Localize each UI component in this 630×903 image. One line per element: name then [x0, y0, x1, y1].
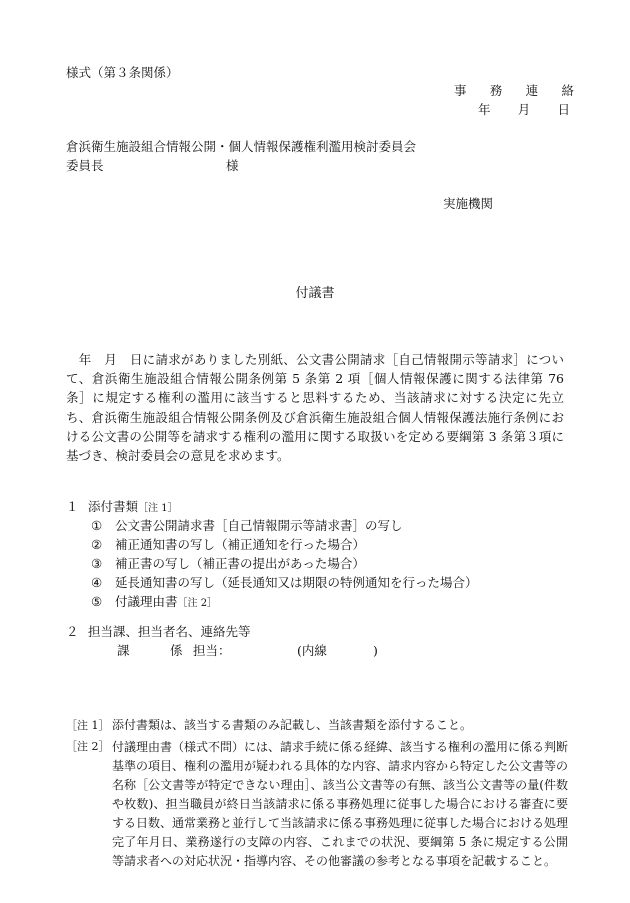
- note-tag: ［注 1］: [66, 719, 110, 732]
- note-2-text: 付議理由書（様式不問）には、請求手続に係る経緯、該当する権利の濫用に係る判断基準の項目、権利の濫用が疑われる具体的な内容、請求内容から特定した公文書等の名称［公文書等が特定できない理由］、該当公文書等の有無、該当公文書等の量(件数や枚数)、担当職員が終日当該請求に係る事務処理に従事した場合における審査に要する日数、通常業務と並行して当該請求に係る事務処理に従事した場合における処理完了年月日、業務遂行の支障の内容、これまでの状況、要綱第 5 条に規定する公開等請求者への対応状況・指導内容、その他審議の参考となる事項を記載すること。: [112, 740, 569, 868]
- section-number: ２: [66, 624, 79, 639]
- note-tag: ［注 2］: [66, 740, 110, 753]
- item-mark: ①: [91, 518, 103, 533]
- item-text: 補正通知書の写し（補正通知を行った場合）: [115, 537, 366, 552]
- list-item: [91, 573, 478, 591]
- extension-close: ): [373, 643, 378, 658]
- notice-char: 務: [489, 83, 503, 98]
- item-text: 延長通知書の写し（延長通知又は期限の特例通知を行った場合）: [115, 575, 478, 590]
- date-line: [478, 100, 570, 118]
- section-label: 担当課、担当者名、連絡先等: [88, 624, 251, 639]
- date-month: 月: [517, 102, 531, 117]
- list-item: [91, 592, 217, 610]
- section-number: １: [66, 499, 79, 514]
- section-label-kakari: 係: [170, 643, 183, 658]
- date-day: 日: [557, 102, 570, 117]
- person-label: 担当：: [193, 643, 231, 658]
- item-mark: ④: [91, 575, 103, 590]
- note-text: 添付書類は、該当する書類のみ記載し、当該書類を添付すること。: [112, 718, 473, 732]
- division-label: 課: [117, 643, 130, 658]
- note-2-tag: [66, 738, 112, 754]
- addressee-committee: 倉浜衛生施設組合情報公開・個人情報保護権利濫用検討委員会: [66, 139, 417, 154]
- date-year: 年: [478, 102, 491, 117]
- notice-char: 連: [525, 83, 539, 98]
- contact-line: [117, 641, 378, 659]
- list-item: [91, 516, 403, 534]
- section-attachments-heading: [66, 497, 178, 515]
- section-label: 添付書類: [88, 499, 139, 514]
- note-1: [66, 716, 472, 733]
- item-text: 補正書の写し（補正書の提出があった場合）: [115, 556, 365, 571]
- item-mark: ⑤: [91, 594, 103, 609]
- list-item: [91, 535, 365, 553]
- extension-label: (内線: [297, 643, 327, 658]
- item-text: 公文書公開請求書［自己情報開示等請求書］の写し: [115, 518, 403, 533]
- notice-heading: [454, 81, 574, 99]
- item-text: 付議理由書: [115, 594, 178, 609]
- item-mark: ②: [91, 537, 103, 552]
- addressee-honorific: 様: [226, 158, 239, 173]
- form-label: 様式（第３条関係）: [66, 65, 179, 80]
- sender-agency: 実施機関: [443, 196, 494, 211]
- document-title: 付議書: [295, 286, 335, 301]
- item-mark: ③: [91, 556, 103, 571]
- body-paragraph: 年 月 日に請求がありました別紙、公文書公開請求［自己情報開示等請求］について、倉浜衛生施設組合情報公開条例第 5 条第 2 項［個人情報保護に関する法律第 76 条］に規定する権利の濫用に該当すると思料するため、当該請求に対する決定に先立ち、倉浜衛生施設組合情報公開条例及び倉浜衛生施設組合個人情報保護法施行条例における公文書の公開等を請求する権利の濫用に関する取扱いを定める要綱第 3 条第３項に基づき、検討委員会の意見を求めます。: [66, 352, 564, 464]
- note-reference: ［注 1］: [138, 503, 178, 514]
- note-reference: ［注 2］: [177, 598, 218, 609]
- list-item: [91, 554, 365, 572]
- notice-char: 事: [454, 83, 467, 98]
- notice-char: 絡: [561, 83, 574, 98]
- addressee-chair: 委員長: [66, 158, 104, 173]
- section-contact-heading: [66, 622, 251, 640]
